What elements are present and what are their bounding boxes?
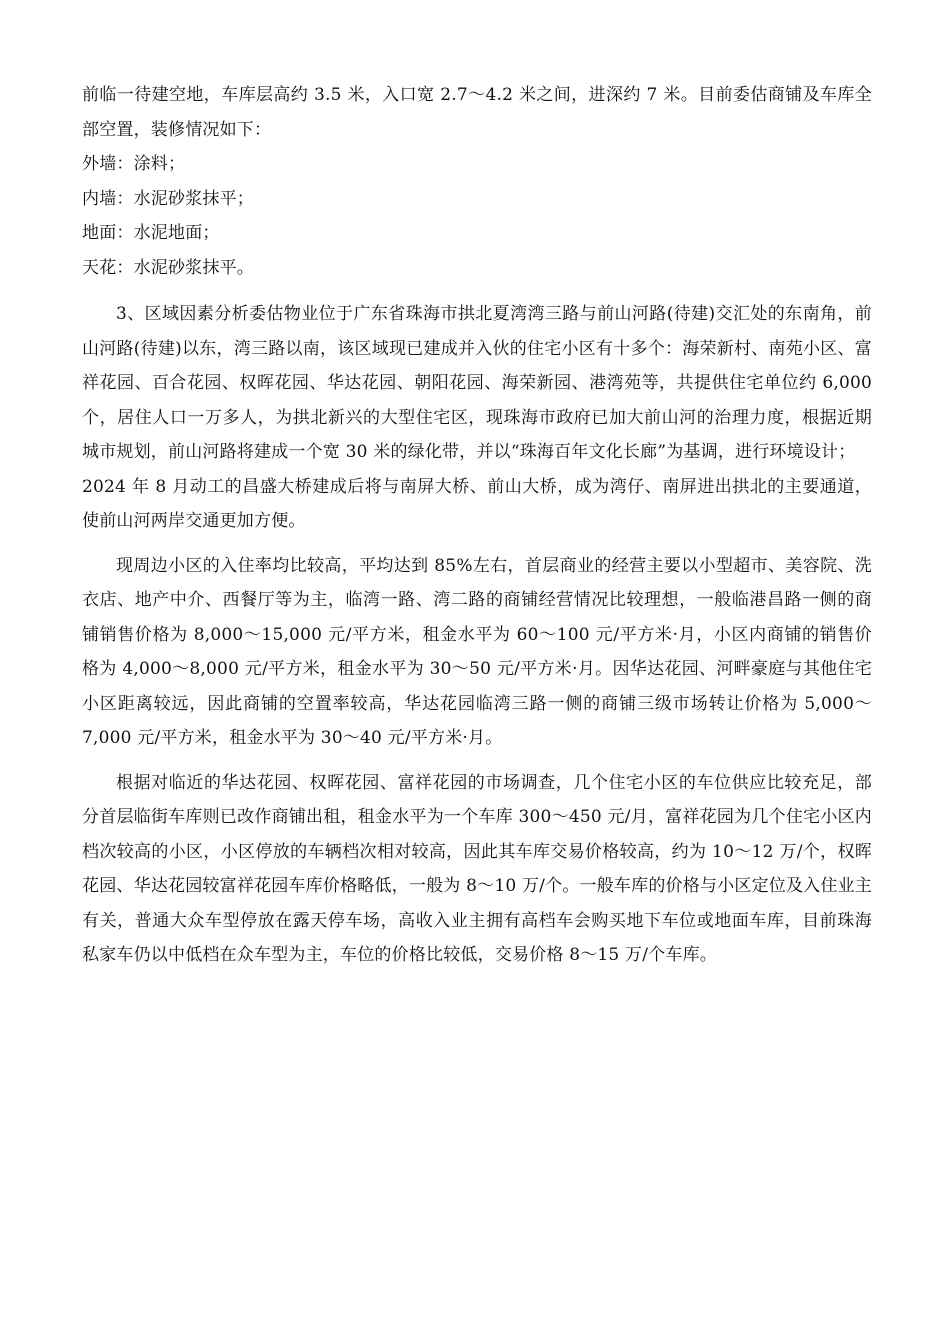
- paragraph-decoration-intro: 前临一待建空地，车库层高约 3.5 米，入口宽 2.7～4.2 米之间，进深约 7 米。目前委估商铺及车库全部空置，装修情况如下：: [82, 85, 872, 140]
- paragraph-regional-analysis: 3、区域因素分析委估物业位于广东省珠海市拱北夏湾湾三路与前山河路(待建)交汇处的东南角，前山河路(待建)以东，湾三路以南，该区域现已建成并入伙的住宅小区有十多个：海荣新村、南苑小区、富祥花园、百合花园、权晖花园、华达花园、朝阳花园、海荣新园、港湾苑等，共提供住宅单位约 6,000 个，居住人口一万多人，为拱北新兴的大型住宅区，现珠海市政府已加大前山河的治理力度，根据近期城市规划，前山河路将建成一个宽 30 米的绿化带，并以“珠海百年文化长廊”为基调，进行环境设计；: [82, 304, 872, 462]
- paragraph-ceiling: 天花：水泥砂浆抹平。: [82, 257, 254, 278]
- paragraph-occupancy-market: 现周边小区的入住率均比较高，平均达到 85%左右，首层商业的经营主要以小型超市、美容院、洗衣店、地产中介、西餐厅等为主，临湾一路、湾二路的商铺经营情况比较理想，一般临港昌路一侧的商铺销售价格为 8,000～15,000 元/平方米，租金水平为 60～100 元/平方米·月，小区内商铺的销售价格为 4,000～8,000 元/平方米，租金水平为 30～50 元/平方米·月。因华达花园、河畔豪庭与其他住宅小区距离较远，因此商铺的空置率较高，华达花园临湾三路一侧的商铺三级市场转让价格为 5,000～7,000 元/平方米，租金水平为 30～40 元/平方米·月。: [82, 555, 872, 748]
- paragraph-interior-wall: 内墙：水泥砂浆抹平；: [82, 188, 254, 209]
- paragraph-parking-market: 根据对临近的华达花园、权晖花园、富祥花园的市场调查，几个住宅小区的车位供应比较充足，部分首层临街车库则已改作商铺出租，租金水平为一个车库 300～450 元/月，富祥花园为几个住宅小区内档次较高的小区，小区停放的车辆档次相对较高，因此其车库交易价格较高，约为 10～12 万/个，权晖花园、华达花园较富祥花园车库价格略低，一般为 8～10 万/个。一般车库的价格与小区定位及入住业主有关，普通大众车型停放在露天停车场，高收入业主拥有高档车会购买地下车位或地面车库，目前珠海私家车仍以中低档在众车型为主，车位的价格比较低，交易价格 8～15 万/个车库。: [82, 772, 872, 965]
- paragraph-exterior-wall: 外墙：涂料；: [82, 154, 186, 174]
- paragraph-bridge: 2024 年 8 月动工的昌盛大桥建成后将与南屏大桥、前山大桥，成为湾仔、南屏进出拱北的主要通道，使前山河两岸交通更加方便。: [82, 476, 872, 531]
- paragraph-floor: 地面：水泥地面；: [82, 223, 220, 243]
- document-page: [82, 78, 872, 973]
